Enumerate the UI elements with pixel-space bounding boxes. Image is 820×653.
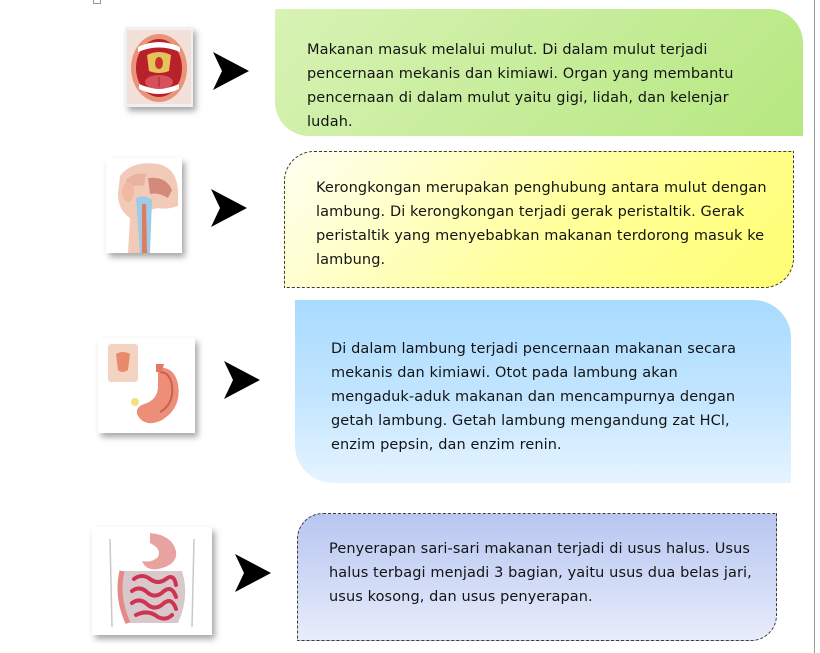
corner-marker (93, 0, 101, 4)
throat-image (106, 158, 182, 253)
intestine-image (92, 527, 212, 635)
arrow-right-icon (235, 554, 271, 592)
description-text: Makanan masuk melalui mulut. Di dalam mulut terjadi pencernaan mekanis dan kimiawi. Organ yang membantu pencernaan di dalam mulut yaitu gigi, lidah, dan kelenjar ludah. (307, 42, 734, 130)
arrow-right-icon (211, 189, 247, 227)
description-box (275, 9, 803, 136)
description-text: Kerongkongan merupakan penghubung antara mulut dengan lambung. Di kerongkongan terjadi gerak peristaltik. Gerak peristaltik yang menyebabkan makanan terdorong masuk ke lambung. (316, 180, 767, 268)
description-text: Di dalam lambung terjadi pencernaan makanan secara mekanis dan kimiawi. Otot pada lambung akan mengaduk-aduk makanan dan mencampurnya dengan getah lambung. Getah lambung mengandung zat HCl, enzim pepsin, dan enzim renin. (331, 341, 737, 453)
stomach-icon (98, 338, 195, 433)
stomach-image (98, 338, 195, 433)
description-box (284, 151, 794, 288)
intestine-icon (92, 527, 212, 635)
mouth-image (125, 27, 193, 107)
description-box (295, 300, 791, 483)
page-edge (814, 0, 815, 653)
throat-icon (106, 158, 182, 253)
description-box (297, 513, 777, 641)
mouth-icon (125, 27, 193, 107)
description-text: Penyerapan sari-sari makanan terjadi di usus halus. Usus halus terbagi menjadi 3 bagian, yaitu usus dua belas jari, usus kosong, dan usus penyerapan. (329, 541, 752, 605)
arrow-right-icon (213, 52, 249, 90)
arrow-right-icon (224, 361, 260, 399)
